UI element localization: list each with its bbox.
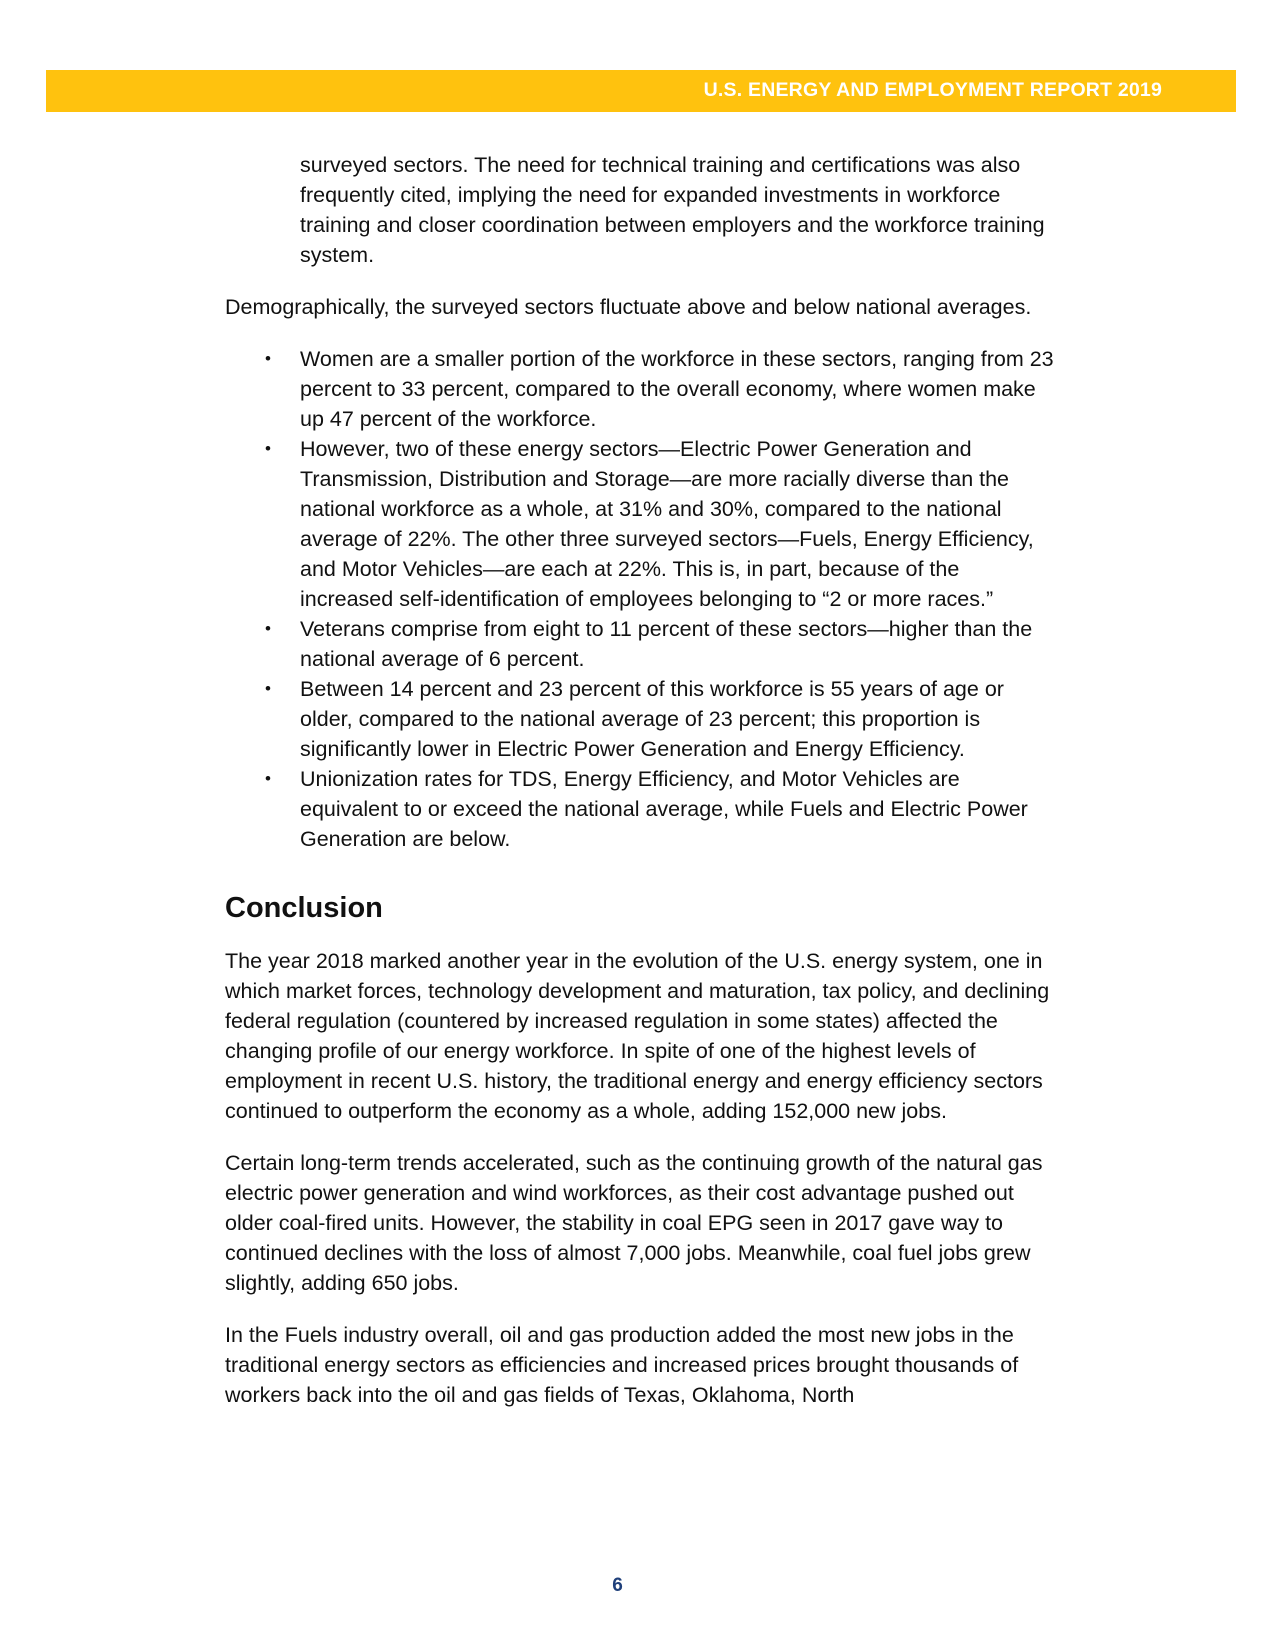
bullet-icon: • — [265, 619, 271, 638]
bullet-text: Unionization rates for TDS, Energy Efficiency, and Motor Vehicles are equivalent to or exceed the national average, while Fuels and Electric Power Generation are below. — [300, 767, 1028, 851]
continued-paragraph: surveyed sectors. The need for technical training and certifications was also frequently cited, implying the need for expanded investments in workforce training and closer coordination between employers and the workforce training system. — [300, 153, 1045, 267]
bullet-icon: • — [265, 679, 271, 698]
conclusion-paragraph: The year 2018 marked another year in the evolution of the U.S. energy system, one in which market forces, technology development and maturation, tax policy, and declining federal regulation (countered by increased regulation in some states) affected the changing profile of our energy workforce. In spite of one of the highest levels of employment in recent U.S. history, the traditional energy and energy efficiency sectors continued to outperform the economy as a whole, adding 152,000 new jobs. — [225, 949, 1050, 1123]
page-content — [225, 150, 1055, 1410]
report-title: U.S. ENERGY AND EMPLOYMENT REPORT 2019 — [703, 79, 1162, 101]
demographics-bullet-list — [225, 344, 1055, 854]
bullet-icon: • — [265, 439, 271, 458]
conclusion-paragraph: Certain long-term trends accelerated, such as the continuing growth of the natural gas electric power generation and wind workforces, as their cost advantage pushed out older coal-fired units. However, the stability in coal EPG seen in 2017 gave way to continued declines with the loss of almost 7,000 jobs. Meanwhile, coal fuel jobs grew slightly, adding 650 jobs. — [225, 1151, 1043, 1295]
bullet-item-racial-diversity — [225, 434, 1055, 614]
bullet-item-women — [225, 344, 1055, 434]
bullet-item-veterans — [225, 614, 1055, 674]
bullet-text: Veterans comprise from eight to 11 percent of these sectors—higher than the national average of 6 percent. — [300, 617, 1033, 671]
conclusion-paragraph: In the Fuels industry overall, oil and gas production added the most new jobs in the traditional energy sectors as efficiencies and increased prices brought thousands of workers back into the oil and gas fields of Texas, Oklahoma, North — [225, 1323, 1019, 1407]
bullet-item-unionization — [225, 764, 1055, 854]
page-number: 6 — [612, 1575, 623, 1596]
report-header-bar — [46, 70, 1236, 112]
bullet-icon: • — [265, 349, 271, 368]
bullet-text: Women are a smaller portion of the workforce in these sectors, ranging from 23 percent to 33 percent, compared to the overall economy, where women make up 47 percent of the workforce. — [300, 347, 1054, 431]
bullet-text: However, two of these energy sectors—Electric Power Generation and Transmission, Distribution and Storage—are more racially diverse than the national workforce as a whole, at 31% and 30%, compared to the national average of 22%. The other three surveyed sectors—Fuels, Energy Efficiency, and Motor Vehicles—are each at 22%. This is, in part, because of the increased self-identification of employees belonging to “2 or more races.” — [300, 437, 1034, 611]
demographics-intro: Demographically, the surveyed sectors fluctuate above and below national averages. — [225, 295, 1032, 319]
bullet-icon: • — [265, 769, 271, 788]
bullet-text: Between 14 percent and 23 percent of this workforce is 55 years of age or older, compared to the national average of 23 percent; this proportion is significantly lower in Electric Power Generation and Energy Efficiency. — [300, 677, 1004, 761]
bullet-item-age — [225, 674, 1055, 764]
conclusion-heading: Conclusion — [225, 892, 383, 924]
